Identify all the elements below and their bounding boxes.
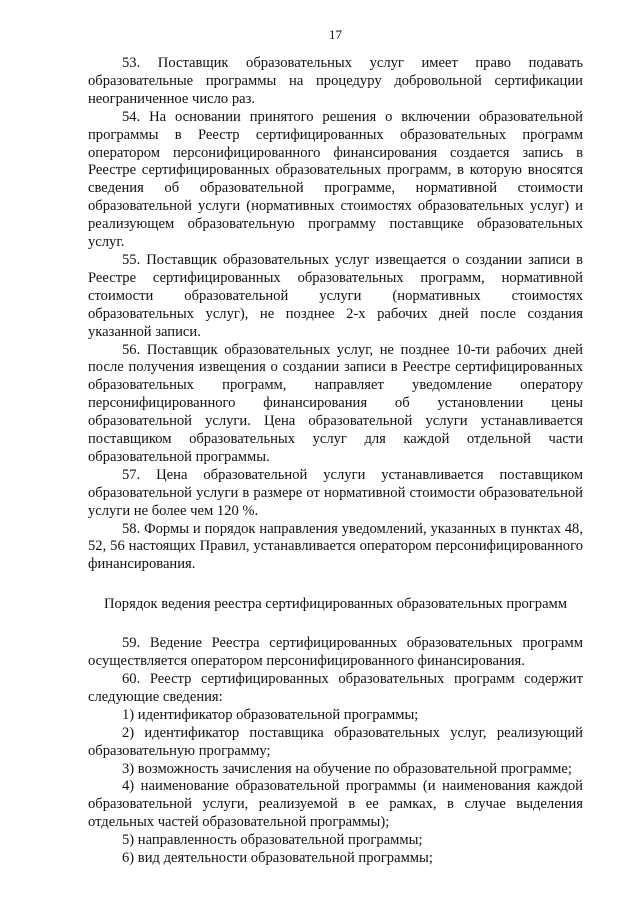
list-item-5: 5) направленность образовательной программы; xyxy=(122,832,423,849)
page-number: 17 xyxy=(329,27,342,42)
section-heading: Порядок ведения реестра сертифицированных образовательных программ xyxy=(103,596,568,613)
paragraph-54: 54. На основании принятого решения о включении образовательной программы в Реестр сертифицированных образовательных программ оператором персонифицированного финансирования создается запись в Реестре сертифицированных образовательных программ, в которую вносятся сведения об образовательной программе, нормативной стоимости образовательной услуги (нормативных стоимостях образовательных услуг) и реализующем образовательную программу поставщике образовательных услуг. xyxy=(88,108,583,251)
paragraph-58: 58. Формы и порядок направления уведомлений, указанных в пунктах 48, 52, 56 настоящих Правил, устанавливается оператором персонифицированного финансирования. xyxy=(88,520,583,573)
paragraph-56: 56. Поставщик образовательных услуг, не позднее 10-ти рабочих дней после получения извещения о создании записи в Реестре сертифицированных образовательных программ, направляет уведомление оператору персонифицированного финансирования об установлении цены образовательной услуги. Цена образовательной услуги устанавливается поставщиком образовательных услуг для каждой отдельной части образовательной программы. xyxy=(88,341,583,465)
list-item-2: 2) идентификатор поставщика образовательных услуг, реализующий образовательную программу; xyxy=(88,724,583,759)
list-item-6: 6) вид деятельности образовательной программы; xyxy=(122,850,433,867)
paragraph-53: 53. Поставщик образовательных услуг имеет право подавать образовательные программы на процедуру добровольной сертификации неограниченное число раз. xyxy=(88,55,583,107)
list-item-1: 1) идентификатор образовательной программы; xyxy=(122,706,419,723)
paragraph-57: 57. Цена образовательной услуги устанавливается поставщиком образовательной услуги в размере от нормативной стоимости образовательной услуги не более чем 120 %. xyxy=(88,466,583,519)
list-item-4: 4) наименование образовательной программы (и наименования каждой образовательной услуги, реализуемой в ее рамках, в случае выделения отдельных частей образовательной программы); xyxy=(88,778,583,831)
paragraph-55: 55. Поставщик образовательных услуг извещается о создании записи в Реестре сертифицированных образовательных программ, нормативной стоимости образовательной услуги (нормативных стоимостях образовательных услуг), не позднее 2-х рабочих дней после создания указанной записи. xyxy=(88,251,583,340)
paragraph-59: 59. Ведение Реестра сертифицированных образовательных программ осуществляется оператором персонифицированного финансирования. xyxy=(88,635,583,670)
list-item-3: 3) возможность зачисления на обучение по образовательной программе; xyxy=(122,760,572,777)
paragraph-60: 60. Реестр сертифицированных образовательных программ содержит следующие сведения: xyxy=(88,671,583,705)
